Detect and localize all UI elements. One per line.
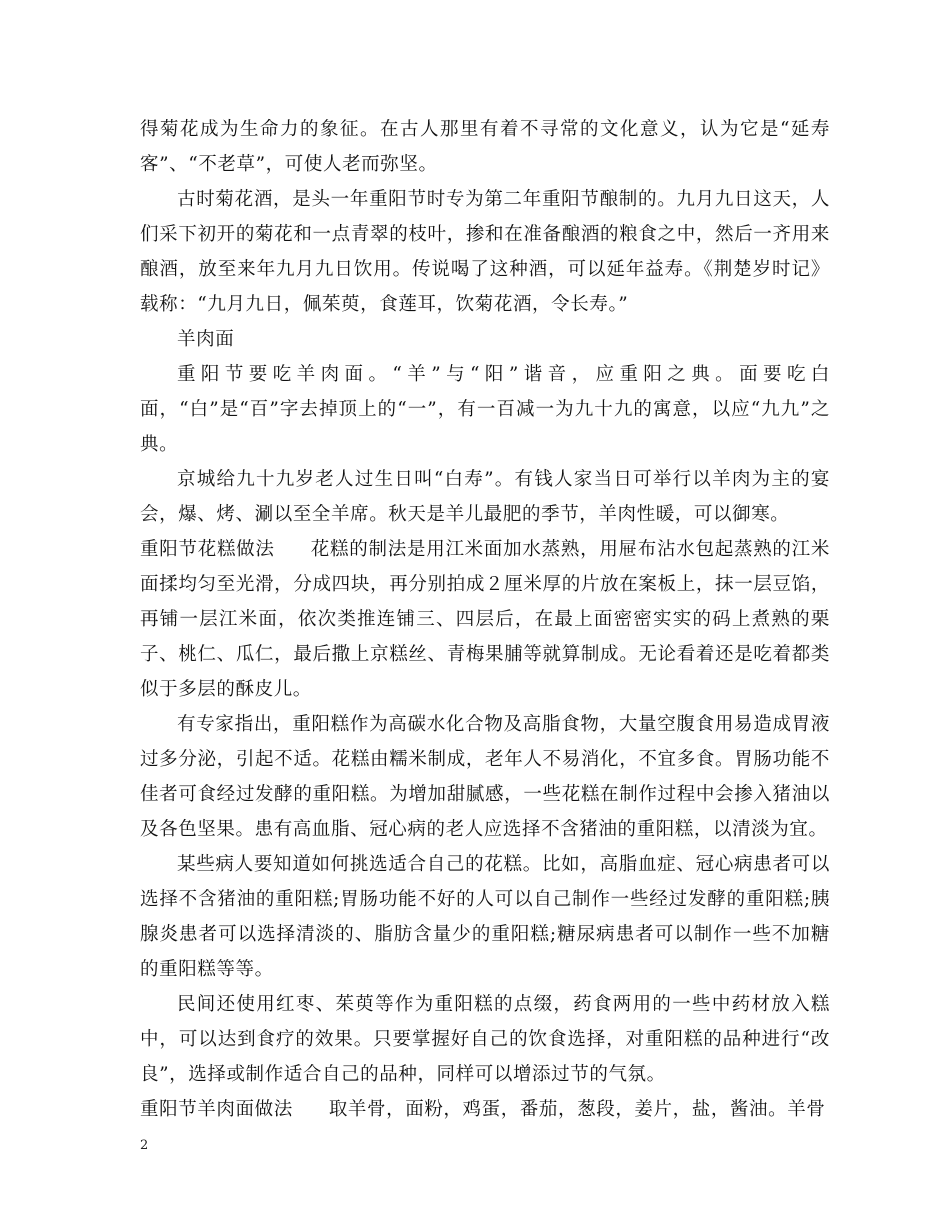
mutton-noodle-recipe-text: 取羊骨，面粉，鸡蛋，番茄，葱段，姜片，盐，酱油。羊骨 xyxy=(328,1099,826,1120)
paragraph-1: 得菊花成为生命力的象征。在古人那里有着不寻常的文化意义，认为它是“延寿客”、“不老草”，可使人老而弥坚。 xyxy=(140,119,830,175)
body-text xyxy=(140,112,830,1127)
page-number: 2 xyxy=(140,1138,149,1153)
paragraph-2: 古时菊花酒，是头一年重阳节时专为第二年重阳节酿制的。九月九日这天，人们采下初开的菊花和一点青翠的枝叶，掺和在准备酿酒的粮食之中，然后一齐用来酿酒，放至来年九月九日饮用。传说喝了这种酒，可以延年益寿。《荆楚岁时记》载称：“九月九日，佩茱萸，食莲耳，饮菊花酒，令长寿。” xyxy=(140,189,830,315)
flower-cake-recipe-text: 花糕的制法是用江米面加水蒸熟，用屉布沾水包起蒸熟的江米面揉均匀至光滑，分成四块，再分别拍成２厘米厚的片放在案板上，抹一层豆馅，再铺一层江米面，依次类推连铺三、四层后，在最上面密密实实的码上煮熟的栗子、桃仁、瓜仁，最后撒上京糕丝、青梅果脯等就算制成。无论看着还是吃着都类似于多层的酥皮儿。 xyxy=(140,539,831,700)
paragraph-9: 民间还使用红枣、茱萸等作为重阳糕的点缀，药食两用的一些中药材放入糕中，可以达到食疗的效果。只要掌握好自己的饮食选择，对重阳糕的品种进行“改良”，选择或制作适合自己的品种，同样可以增添过节的气氛。 xyxy=(140,994,830,1085)
heading-mutton-noodle-recipe: 重阳节羊肉面做法 xyxy=(140,1099,293,1120)
heading-flower-cake-recipe: 重阳节花糕做法 xyxy=(140,539,275,560)
paragraph-4: 重阳节要吃羊肉面。“羊”与“阳”谐音，应重阳之典。面要吃白面，“白”是“百”字去掉顶上的“一”，有一百减一为九十九的寓意，以应“九九”之典。 xyxy=(140,364,830,455)
paragraph-5: 京城给九十九岁老人过生日叫“白寿”。有钱人家当日可举行以羊肉为主的宴会，爆、烤、涮以至全羊席。秋天是羊儿最肥的季节，羊肉性暖，可以御寒。 xyxy=(140,469,830,525)
paragraph-10 xyxy=(140,1092,830,1127)
section-heading-mutton-noodles: 羊肉面 xyxy=(177,329,235,350)
paragraph-7: 有专家指出，重阳糕作为高碳水化合物及高脂食物，大量空腹食用易造成胃液过多分泌，引起不适。花糕由糯米制成，老年人不易消化，不宜多食。胃肠功能不佳者可食经过发酵的重阳糕。为增加甜腻感，一些花糕在制作过程中会掺入猪油以及各色坚果。患有高血脂、冠心病的老人应选择不含猪油的重阳糕，以清淡为宜。 xyxy=(140,714,830,840)
paragraph-8: 某些病人要知道如何挑选适合自己的花糕。比如，高脂血症、冠心病患者可以选择不含猪油的重阳糕;胃肠功能不好的人可以自己制作一些经过发酵的重阳糕;胰腺炎患者可以选择清淡的、脂肪含量少的重阳糕;糖尿病患者可以制作一些不加糖的重阳糕等等。 xyxy=(140,854,830,980)
paragraph-6 xyxy=(140,532,830,707)
